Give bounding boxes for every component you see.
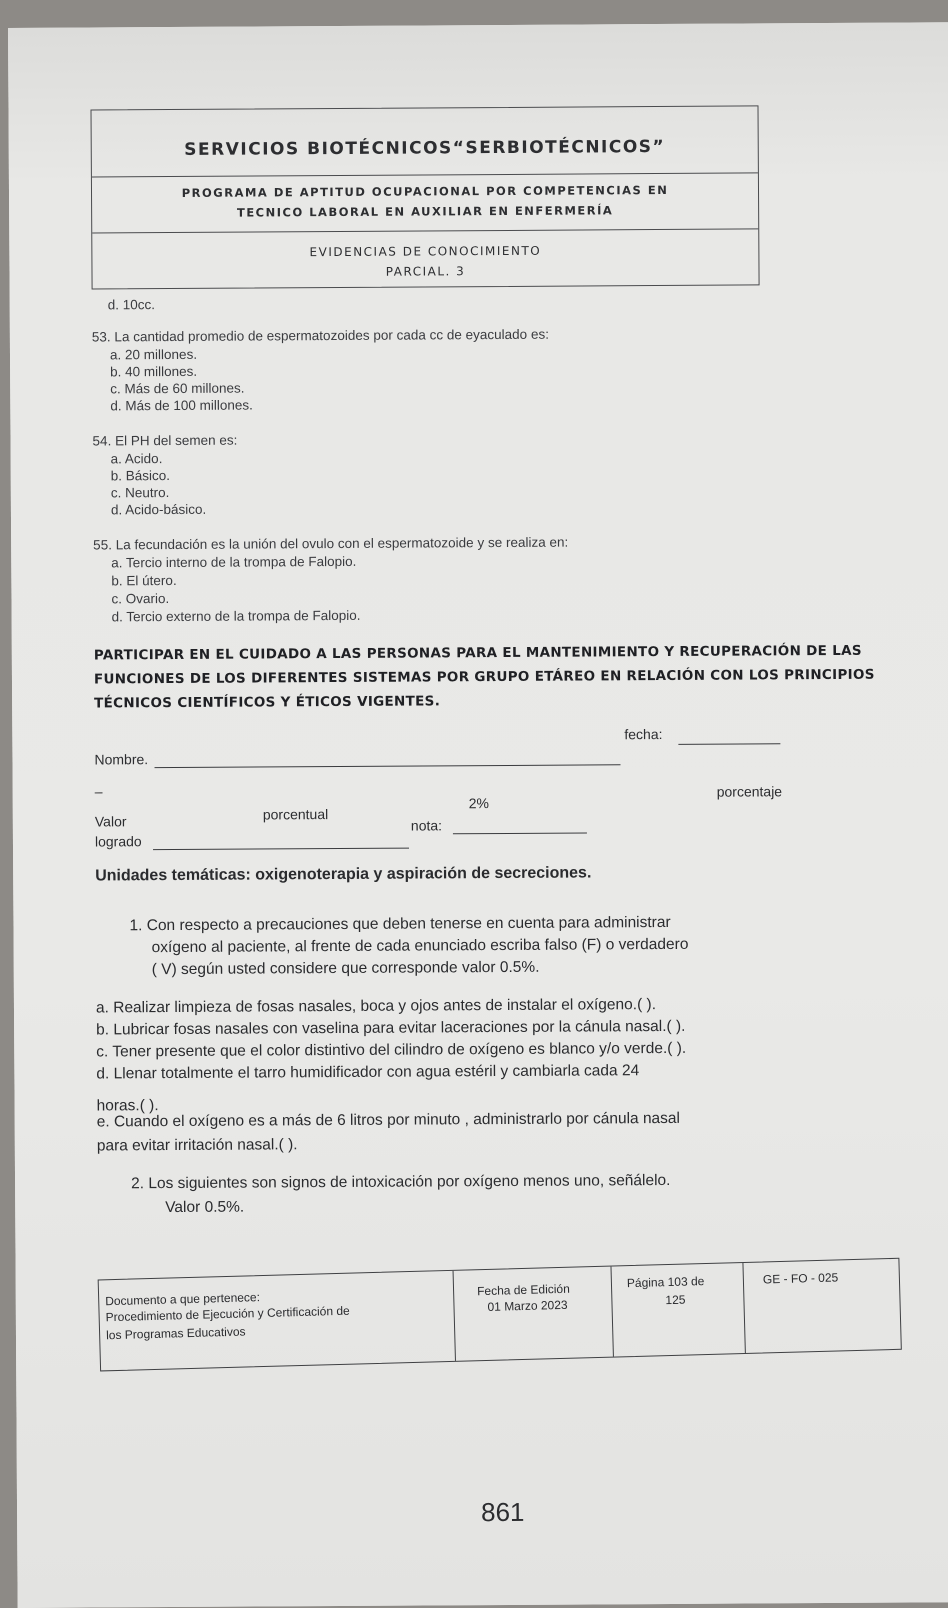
footer-edition-date: 01 Marzo 2023 — [487, 1297, 568, 1314]
fecha-label: fecha: — [624, 726, 663, 743]
item1-line-3: ( V) según usted considere que corresponde valor 0.5%. — [151, 958, 540, 979]
statement: b. Lubricar fosas nasales con vaselina para evitar laceraciones por la cánula nasal.( ). — [96, 1017, 686, 1039]
footer-code-cell — [742, 1259, 898, 1353]
option: a. 20 millones. — [109, 346, 198, 363]
percent-value: 2% — [468, 795, 490, 812]
statement: d. Llenar totalmente el tarro humidificador con agua estéril y cambiarla cada 24 — [96, 1062, 640, 1083]
fecha-field[interactable] — [678, 743, 780, 745]
question-stem: 53. La cantidad promedio de espermatozoides por cada cc de eyaculado es: — [91, 326, 549, 345]
partial-label: PARCIAL. 3 — [385, 264, 466, 279]
question-stem: 55. La fecundación es la unión del ovulo con el espermatozoide y se realiza en: — [93, 534, 569, 553]
logrado-label: logrado — [94, 833, 142, 850]
option: c. Ovario. — [111, 591, 170, 607]
institution-title: SERVICIOS BIOTÉCNICOS“SERBIOTÉCNICOS” — [184, 136, 666, 160]
footer-table — [98, 1258, 902, 1372]
document-page — [8, 22, 948, 1608]
footer-code: GE - FO - 025 — [762, 1270, 839, 1287]
statement: a. Realizar limpieza de fosas nasales, boca y ojos antes de instalar el oxígeno.( ). — [95, 996, 657, 1017]
question-stem: 54. El PH del semen es: — [92, 432, 238, 449]
item1-line-1: 1. Con respecto a precauciones que deben tenerse en cuenta para administrar — [129, 913, 671, 935]
footer-page-total: 125 — [665, 1292, 686, 1308]
valor-label: Valor — [94, 813, 127, 830]
nombre-field[interactable] — [155, 764, 621, 768]
option: b. 40 millones. — [110, 363, 198, 380]
item2-value: Valor 0.5%. — [165, 1198, 245, 1217]
option: d. Tercio externo de la trompa de Falopio. — [111, 607, 361, 625]
page-number: 861 — [480, 1496, 525, 1528]
porcentual-label: porcentual — [262, 806, 329, 823]
competency-line-1: PARTICIPAR EN EL CUIDADO A LAS PERSONAS PARA EL MANTENIMIENTO Y RECUPERACIÓN DE LAS — [93, 642, 862, 664]
option: d. Más de 100 millones. — [110, 397, 253, 414]
nota-field[interactable] — [453, 832, 587, 834]
dash: – — [94, 783, 103, 800]
option: d. Acido-básico. — [110, 501, 207, 518]
option: c. Neutro. — [110, 485, 170, 501]
previous-option: d. 10cc. — [107, 297, 156, 313]
option: b. El útero. — [111, 572, 177, 589]
footer-document-cell — [99, 1271, 456, 1371]
statement: horas.( ). — [96, 1097, 159, 1115]
statement: para evitar irritación nasal.( ). — [96, 1136, 298, 1155]
evidence-label: EVIDENCIAS DE CONOCIMIENTO — [309, 243, 542, 260]
statement: e. Cuando el oxígeno es a más de 6 litros por minuto , administrarlo por cánula nasal — [96, 1109, 681, 1131]
footer-edition-label: Fecha de Edición — [476, 1281, 570, 1299]
item1-line-2: oxígeno al paciente, al frente de cada enunciado escriba falso (F) o verdadero — [151, 935, 689, 957]
option: a. Acido. — [110, 451, 163, 467]
item2-line-1: 2. Los siguientes son signos de intoxicación por oxígeno menos uno, señálelo. — [131, 1171, 671, 1193]
footer-doc-line-2: Procedimiento de Ejecución y Certificación de — [105, 1303, 350, 1325]
header-divider — [92, 228, 758, 233]
footer-doc-line-3: los Programas Educativos — [105, 1324, 246, 1343]
header-divider — [92, 172, 758, 177]
footer-page-label: Página 103 de — [626, 1274, 705, 1291]
header-box — [90, 105, 759, 289]
nota-label: nota: — [410, 817, 443, 834]
competency-line-2: FUNCIONES DE LOS DIFERENTES SISTEMAS POR GRUPO ETÁREO EN RELACIÓN CON LOS PRINCIPIOS — [93, 666, 875, 688]
option: a. Tercio interno de la trompa de Falopio. — [111, 553, 357, 571]
program-line-2: TECNICO LABORAL EN AUXILIAR EN ENFERMERÍA — [236, 203, 614, 220]
nombre-label: Nombre. — [94, 751, 149, 768]
footer-edition-cell — [453, 1267, 614, 1361]
option: b. Básico. — [110, 468, 171, 484]
footer-page-cell — [610, 1263, 745, 1357]
footer-doc-line-1: Documento a que pertenece: — [105, 1290, 261, 1309]
statement: c. Tener presente que el color distintivo del cilindro de oxígeno es blanco y/o verde.( ). — [96, 1039, 687, 1061]
program-line-1: PROGRAMA DE APTITUD OCUPACIONAL POR COMPETENCIAS EN — [181, 182, 669, 200]
units-title: Unidades temáticas: oxigenoterapia y aspiración de secreciones. — [95, 864, 592, 885]
option: c. Más de 60 millones. — [110, 380, 245, 397]
competency-line-3: TÉCNICOS CIENTÍFICOS Y ÉTICOS VIGENTES. — [94, 693, 441, 712]
porcentaje-label: porcentaje — [716, 783, 783, 800]
valor-logrado-field[interactable] — [153, 848, 409, 851]
